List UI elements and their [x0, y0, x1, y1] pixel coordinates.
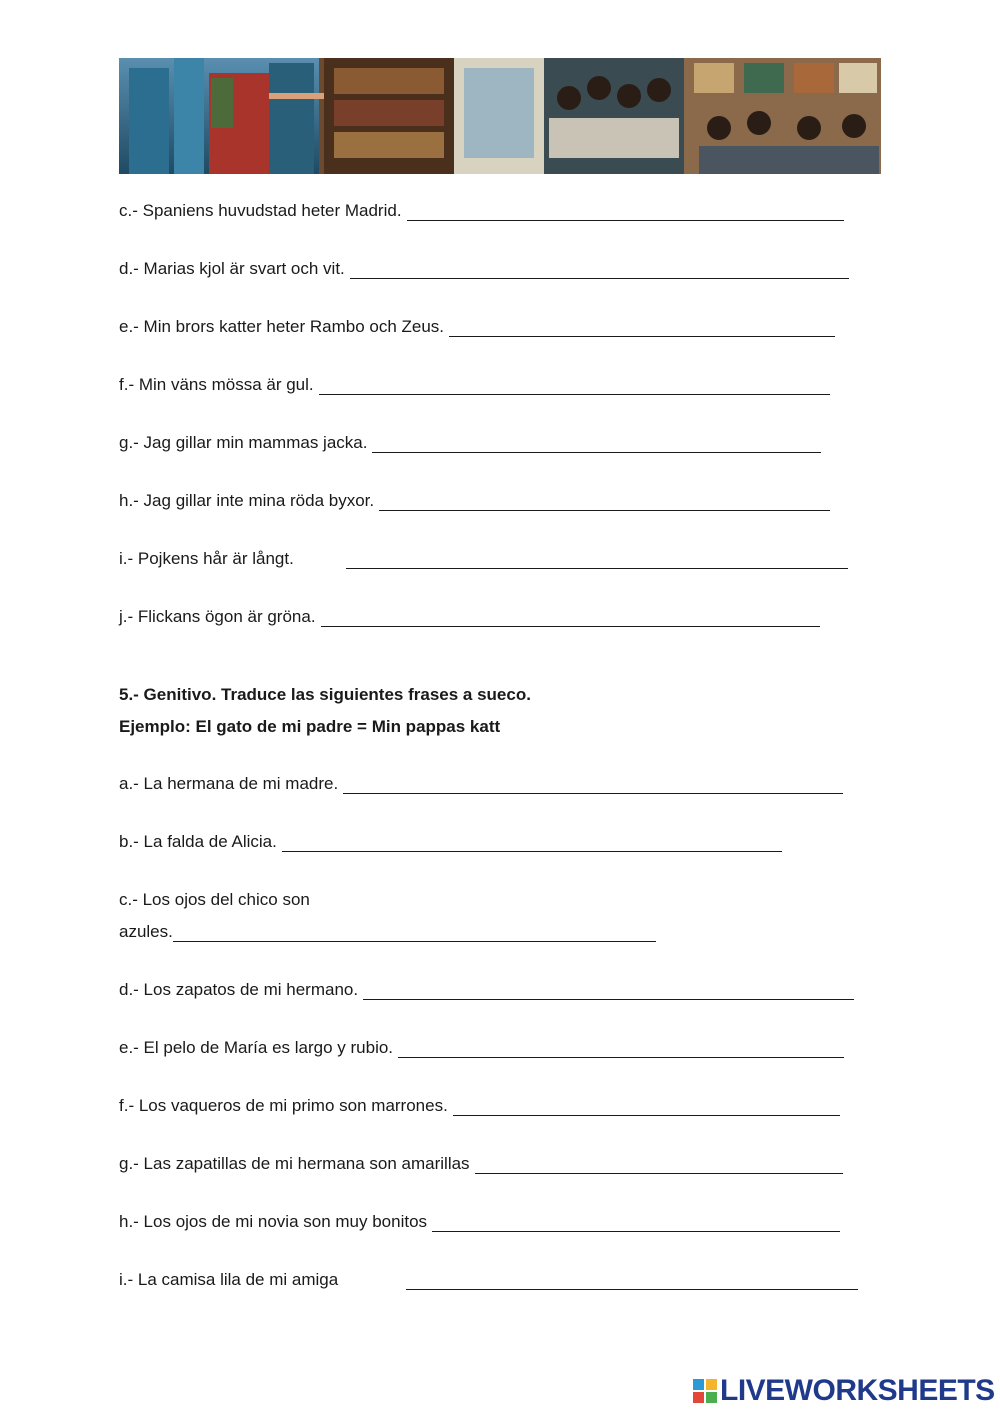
answer-blank[interactable] [475, 1157, 843, 1174]
item-text: h.- Los ojos de mi novia son muy bonitos [119, 1212, 428, 1231]
item-text: c.- Los ojos del chico son [119, 890, 310, 909]
exercise-item [119, 259, 849, 279]
exercise-item [119, 1096, 840, 1116]
exercise-item [119, 317, 835, 337]
exercise-item [119, 1270, 858, 1290]
exercise-item [119, 549, 848, 569]
header-banner-image [119, 58, 881, 174]
exercise-item [119, 491, 830, 511]
answer-blank[interactable] [372, 436, 821, 453]
logo-text: LIVEWORKSHEETS [720, 1374, 995, 1407]
answer-blank[interactable] [363, 983, 854, 1000]
liveworksheets-logo-icon [693, 1379, 717, 1403]
section-title: 5.- Genitivo. Traduce las siguientes frases a sueco. [119, 685, 531, 704]
item-text: g.- Jag gillar min mammas jacka. [119, 433, 368, 452]
item-text: a.- La hermana de mi madre. [119, 774, 339, 793]
answer-blank[interactable] [453, 1099, 840, 1116]
answer-blank[interactable] [346, 552, 848, 569]
item-text: i.- La camisa lila de mi amiga [119, 1270, 339, 1289]
item-text: j.- Flickans ögon är gröna. [119, 607, 316, 626]
exercise-item [119, 375, 830, 395]
answer-blank[interactable] [407, 204, 844, 221]
exercise-item [119, 1212, 840, 1232]
exercise-item [119, 1154, 843, 1174]
answer-blank[interactable] [343, 777, 843, 794]
answer-blank[interactable] [406, 1273, 858, 1290]
item-text: c.- Spaniens huvudstad heter Madrid. [119, 201, 402, 220]
section-example: Ejemplo: El gato de mi padre = Min pappas katt [119, 717, 501, 736]
item-text: i.- Pojkens hår är långt. [119, 549, 294, 568]
item-text: b.- La falda de Alicia. [119, 832, 277, 851]
answer-blank[interactable] [319, 378, 830, 395]
answer-blank[interactable] [449, 320, 835, 337]
answer-blank[interactable] [282, 835, 782, 852]
exercise-item-continuation [119, 922, 656, 942]
item-text: e.- Min brors katter heter Rambo och Zeus. [119, 317, 445, 336]
answer-blank[interactable] [350, 262, 849, 279]
exercise-item [119, 980, 854, 1000]
liveworksheets-logo [693, 1376, 995, 1406]
item-text: g.- Las zapatillas de mi hermana son amarillas [119, 1154, 470, 1173]
exercise-item [119, 607, 820, 627]
item-text: d.- Los zapatos de mi hermano. [119, 980, 359, 999]
exercise-item [119, 201, 844, 221]
exercise-item [119, 774, 843, 794]
exercise-item [119, 832, 782, 852]
answer-blank[interactable] [321, 610, 820, 627]
answer-blank[interactable] [173, 925, 656, 942]
exercise-item [119, 890, 310, 910]
item-text: f.- Min väns mössa är gul. [119, 375, 314, 394]
answer-blank[interactable] [432, 1215, 840, 1232]
answer-blank[interactable] [398, 1041, 844, 1058]
item-text: h.- Jag gillar inte mina röda byxor. [119, 491, 375, 510]
item-text: e.- El pelo de María es largo y rubio. [119, 1038, 394, 1057]
item-text: d.- Marias kjol är svart och vit. [119, 259, 345, 278]
item-text: f.- Los vaqueros de mi primo son marrones. [119, 1096, 448, 1115]
exercise-item [119, 1038, 844, 1058]
answer-blank[interactable] [379, 494, 830, 511]
item-text: azules. [119, 922, 173, 941]
exercise-item [119, 433, 821, 453]
